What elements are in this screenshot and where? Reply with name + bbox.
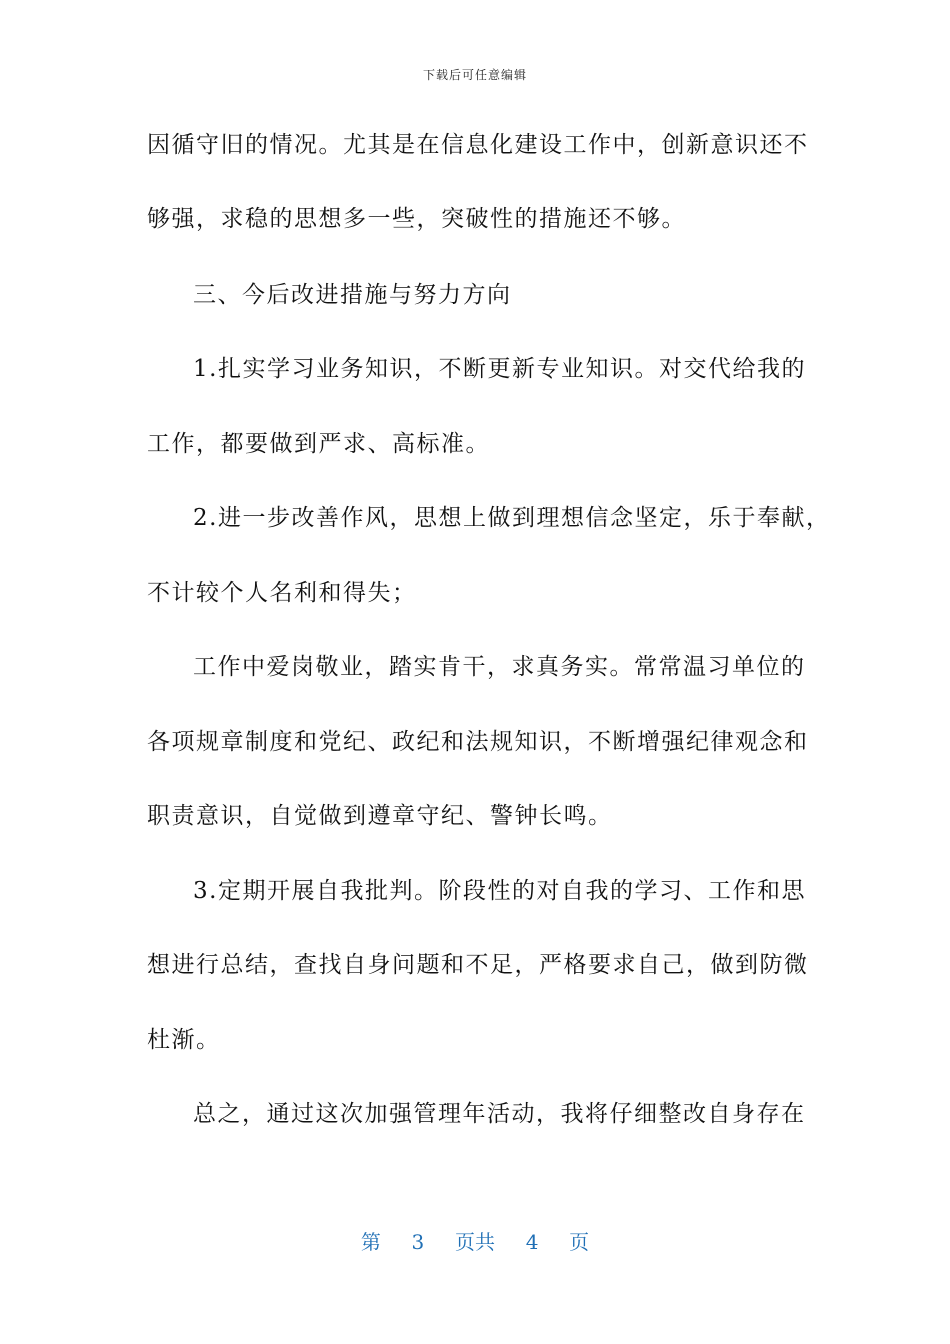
footer-suffix: 页 [569,1230,590,1254]
text-line: 2.进一步改善作风，思想上做到理想信念坚定，乐于奉献， [193,505,831,531]
text-line: 职责意识，自觉做到遵章守纪、警钟长鸣。 [147,803,613,829]
total-page-number: 4 [525,1230,539,1254]
text-line: 够强，求稳的思想多一些，突破性的措施还不够。 [147,206,686,232]
page-header: 下载后可任意编辑 [422,68,527,82]
text-line: 不计较个人名利和得失； [147,580,417,606]
text-line: 总之，通过这次加强管理年活动，我将仔细整改自身存在 [193,1101,806,1127]
text-line: 各项规章制度和党纪、政纪和法规知识，不断增强纪律观念和 [147,729,809,755]
text-line: 想进行总结，查找自身问题和不足，严格要求自己，做到防微 [147,952,809,978]
page-footer [0,1226,950,1255]
current-page-number: 3 [411,1230,425,1254]
text-line: 因循守旧的情况。尤其是在信息化建设工作中，创新意识还不 [147,132,809,158]
text-line: 1.扎实学习业务知识，不断更新专业知识。对交代给我的 [193,356,806,382]
text-line: 3.定期开展自我批判。阶段性的对自我的学习、工作和思 [193,878,806,904]
footer-middle: 页共 [455,1230,495,1254]
footer-prefix: 第 [360,1230,381,1254]
text-line: 工作，都要做到严求、高标准。 [147,431,490,457]
text-line: 工作中爱岗敬业，踏实肯干，求真务实。常常温习单位的 [193,654,806,680]
section-heading: 三、今后改进措施与努力方向 [193,282,512,308]
text-line: 杜渐。 [147,1027,221,1053]
